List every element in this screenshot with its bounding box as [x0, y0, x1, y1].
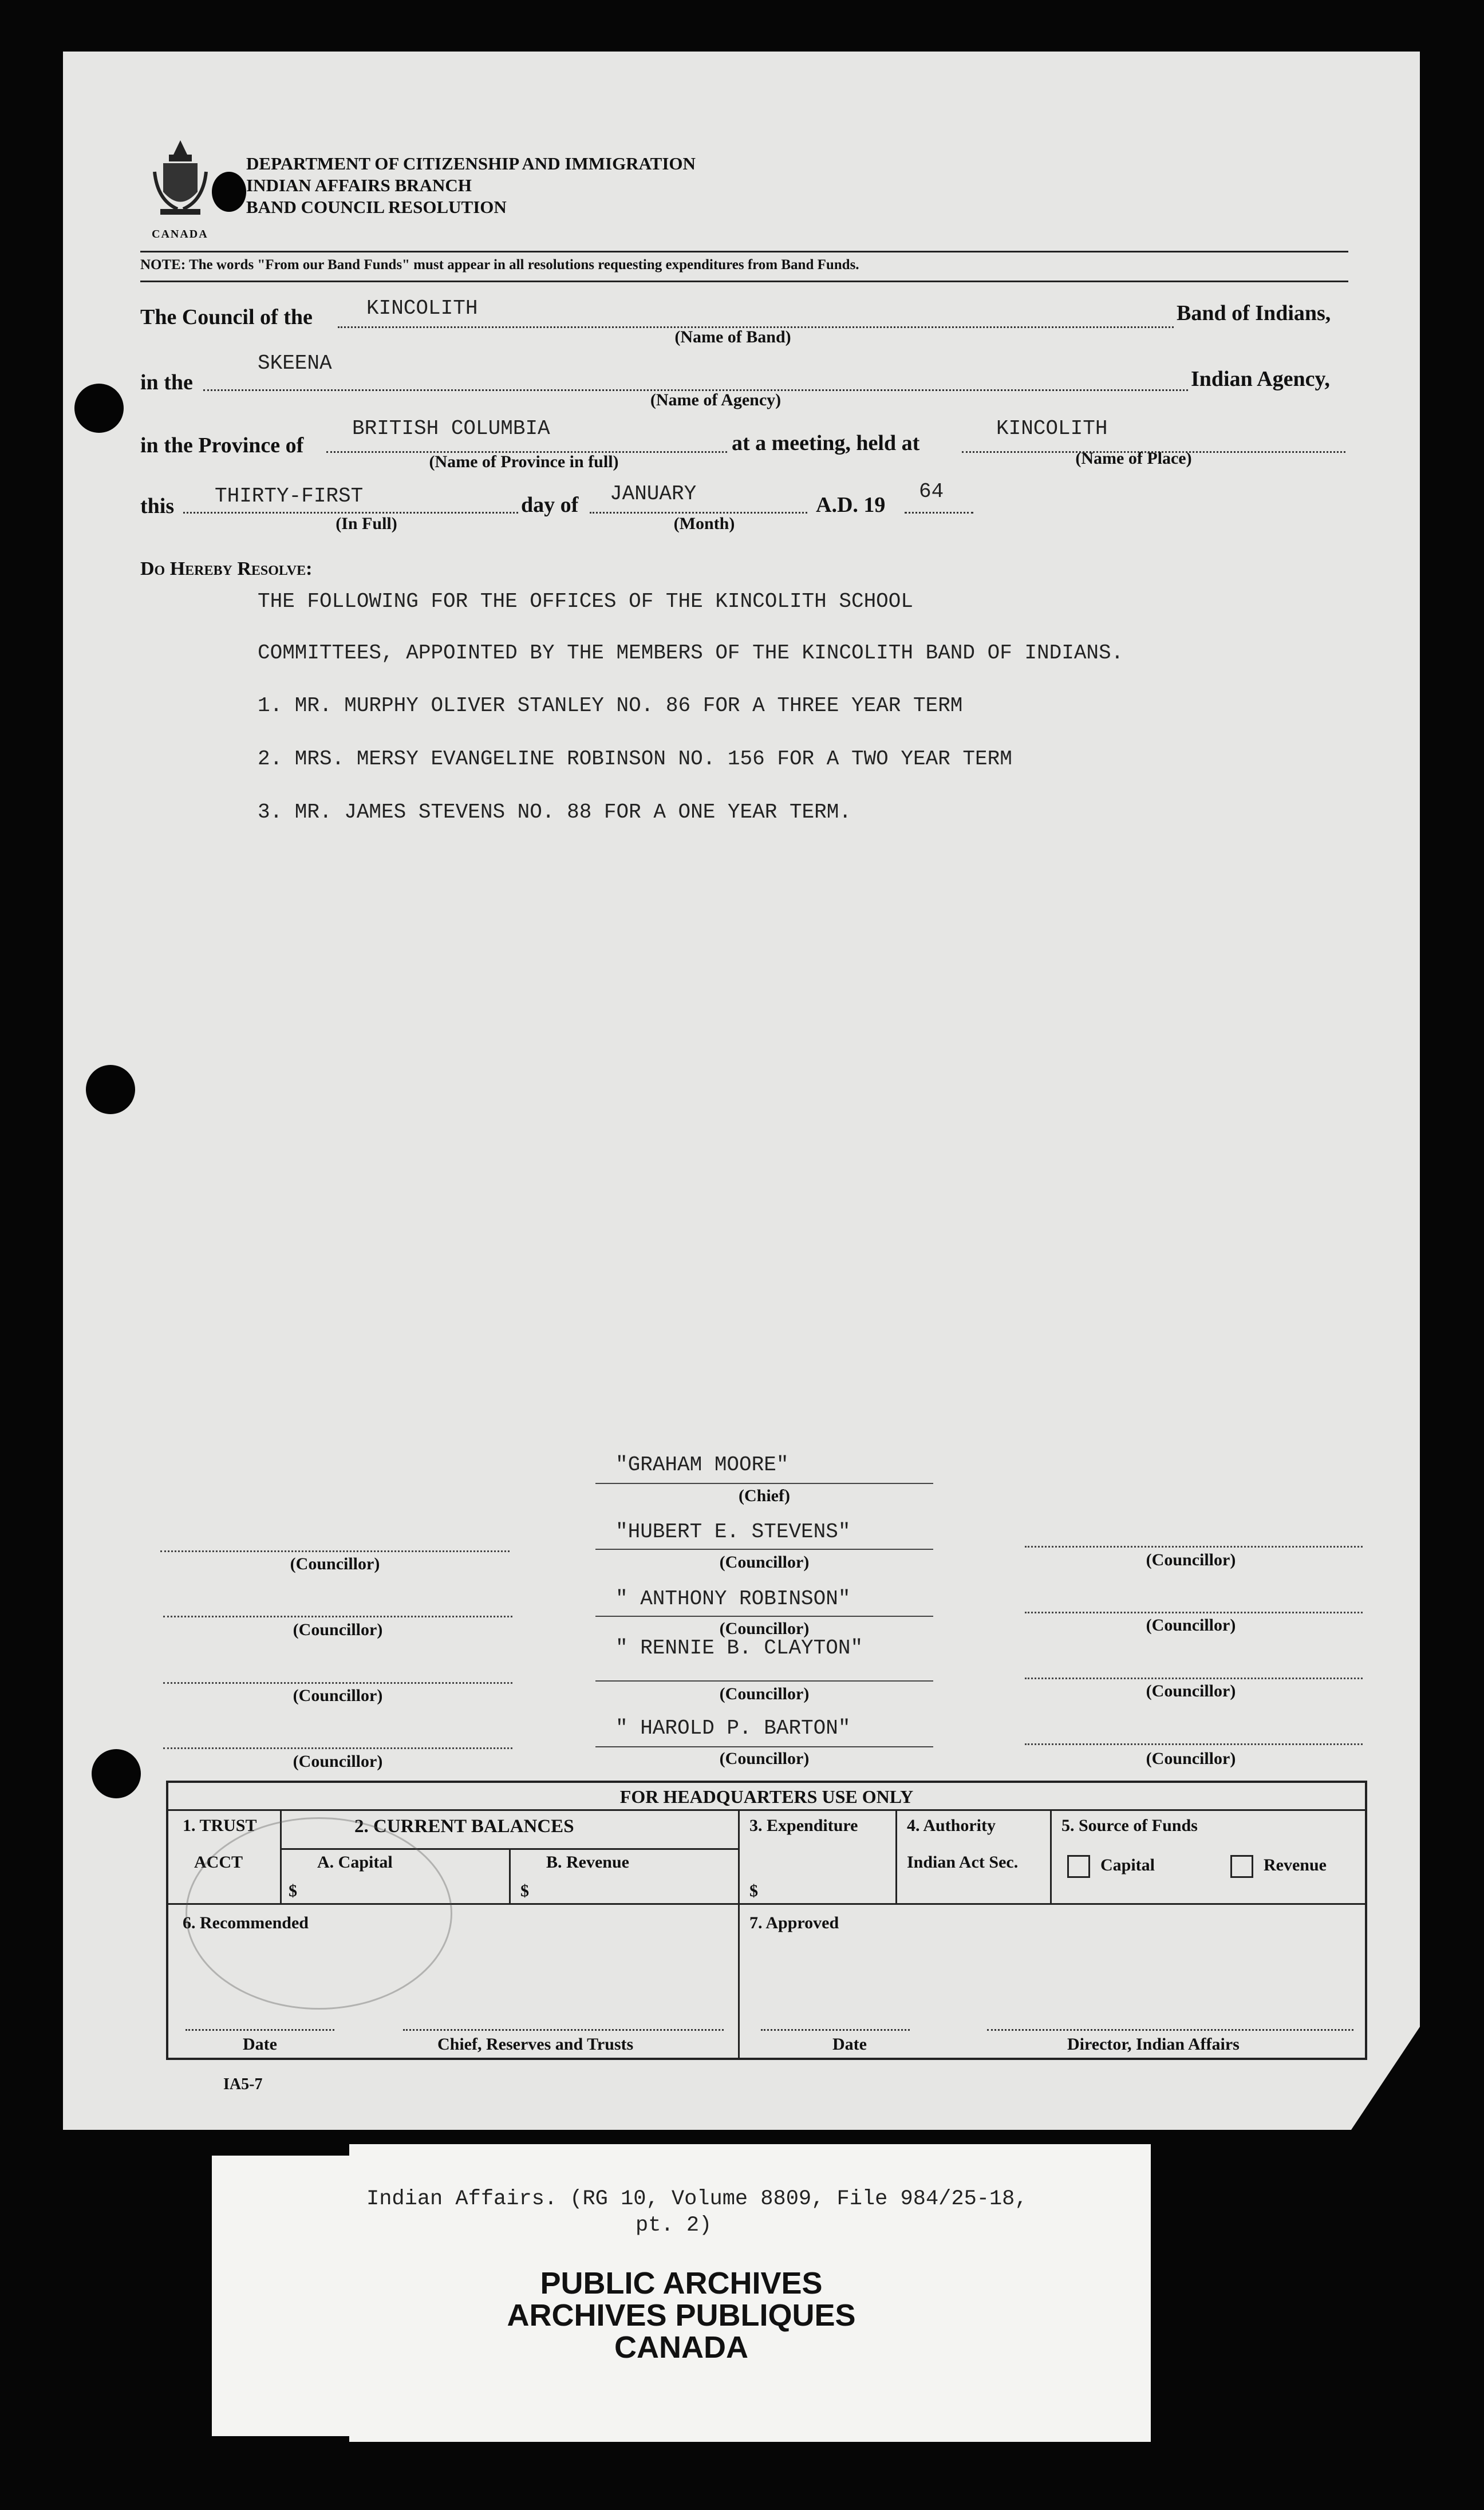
councillor-caption: (Councillor) [719, 1553, 810, 1572]
meeting-label: at a meeting, held at [732, 431, 920, 455]
councillor-line [163, 1616, 512, 1617]
councillor-caption: (Councillor) [719, 1749, 810, 1768]
recommended-date-line [186, 2029, 334, 2031]
archive-stamp [212, 2267, 1151, 2363]
chief-name: "GRAHAM MOORE" [615, 1453, 789, 1477]
indian-act-label: Indian Act Sec. [907, 1853, 1019, 1872]
resolve-line: THE FOLLOWING FOR THE OFFICES OF THE KINCOLITH SCHOOL [258, 590, 913, 613]
canada-crest-icon [152, 137, 209, 223]
approved-signature-line [987, 2029, 1353, 2031]
punch-hole [92, 1749, 141, 1798]
this-label: this [140, 494, 175, 518]
councillor-caption: (Councillor) [719, 1684, 810, 1703]
year-value: 64 [919, 480, 944, 503]
resolve-item-2: 2. MRS. MERSY EVANGELINE ROBINSON NO. 156 FOR A TWO YEAR TERM [258, 747, 1012, 771]
expenditure-label: 3. Expenditure [749, 1816, 858, 1835]
band-funds-note: NOTE: The words "From our Band Funds" must appear in all resolutions requesting expenditures from Band Funds. [140, 257, 859, 273]
in-the-label: in the [140, 370, 193, 394]
archive-stamp-line2: ARCHIVES PUBLIQUES [507, 2298, 856, 2333]
councillor-line [163, 1682, 512, 1684]
capital-checkbox-row[interactable] [1067, 1855, 1155, 1878]
archive-citation-line1: Indian Affairs. (RG 10, Volume 8809, File 984/25-18, [366, 2187, 1028, 2211]
approved-label: 7. Approved [749, 1913, 839, 1932]
punch-hole [86, 1065, 135, 1114]
name-of-province-caption: (Name of Province in full) [429, 452, 619, 471]
chief-reserves-caption: Chief, Reserves and Trusts [437, 2035, 634, 2054]
name-of-agency-caption: (Name of Agency) [650, 390, 782, 409]
month-line [590, 512, 807, 514]
approved-date-caption: Date [832, 2035, 867, 2054]
hq-rule [168, 1809, 1365, 1811]
year-line [905, 512, 973, 514]
form-title: BAND COUNCIL RESOLUTION [246, 197, 507, 217]
punch-hole [74, 384, 124, 433]
capital-dollar: $ [289, 1881, 297, 1900]
revenue-checkbox[interactable] [1230, 1855, 1253, 1878]
councillor-line [1025, 1612, 1363, 1613]
trust-label: 1. TRUST [183, 1816, 257, 1835]
councillor-name: " HAROLD P. BARTON" [615, 1716, 851, 1740]
chief-line [595, 1483, 933, 1484]
name-of-place-caption: (Name of Place) [1075, 449, 1192, 468]
capital-checkbox-label: Capital [1100, 1855, 1155, 1874]
month-value: JANUARY [610, 482, 697, 506]
headquarters-box [166, 1781, 1367, 2060]
branch-title: INDIAN AFFAIRS BRANCH [246, 175, 472, 195]
capital-checkbox[interactable] [1067, 1855, 1090, 1878]
band-of-indians-label: Band of Indians, [1177, 301, 1331, 325]
councillor-name: " ANTHONY ROBINSON" [615, 1587, 851, 1611]
approved-date-line [761, 2029, 910, 2031]
revenue-dollar: $ [520, 1881, 529, 1900]
band-name-value: KINCOLITH [366, 297, 478, 320]
councillor-line [595, 1616, 933, 1617]
day-line [183, 512, 518, 514]
revenue-b-label: B. Revenue [546, 1853, 629, 1872]
resolve-item-3: 3. MR. JAMES STEVENS NO. 88 FOR A ONE YEAR TERM. [258, 800, 851, 824]
name-of-band-caption: (Name of Band) [674, 327, 791, 346]
director-caption: Director, Indian Affairs [1067, 2035, 1240, 2054]
archive-stamp-line3: CANADA [614, 2330, 748, 2365]
resolve-heading: Do Hereby Resolve: [140, 558, 313, 579]
revenue-checkbox-row[interactable] [1230, 1855, 1327, 1878]
province-value: BRITISH COLUMBIA [352, 417, 550, 440]
hq-divider [738, 1809, 740, 2058]
councillor-caption: (Councillor) [1146, 1550, 1236, 1569]
indian-agency-label: Indian Agency, [1191, 367, 1330, 391]
crest-caption: CANADA [152, 228, 208, 240]
councillor-name: " RENNIE B. CLAYTON" [615, 1636, 863, 1660]
councillor-line [595, 1746, 933, 1747]
recommended-signature-line [403, 2029, 724, 2031]
councillor-line [163, 1747, 512, 1749]
archive-stamp-line1: PUBLIC ARCHIVES [540, 2266, 823, 2300]
header-rule [140, 251, 1348, 252]
hq-divider [895, 1809, 897, 1903]
resolve-item-1: 1. MR. MURPHY OLIVER STANLEY NO. 86 FOR A THREE YEAR TERM [258, 694, 963, 717]
redaction-blot [212, 172, 246, 212]
councillor-caption: (Councillor) [1146, 1616, 1236, 1635]
council-of-label: The Council of the [140, 305, 313, 329]
form-code: IA5-7 [223, 2075, 263, 2093]
day-value: THIRTY-FIRST [215, 484, 364, 508]
faded-stamp [186, 1817, 452, 2010]
hq-title: FOR HEADQUARTERS USE ONLY [619, 1786, 914, 1807]
balances-label: 2. CURRENT BALANCES [354, 1816, 574, 1837]
resolve-line: COMMITTEES, APPOINTED BY THE MEMBERS OF THE KINCOLITH BAND OF INDIANS. [258, 641, 1124, 665]
councillor-caption: (Councillor) [290, 1554, 380, 1573]
archive-citation-line2: pt. 2) [636, 2213, 712, 2237]
capital-a-label: A. Capital [317, 1853, 393, 1872]
department-title: DEPARTMENT OF CITIZENSHIP AND IMMIGRATION [246, 153, 696, 173]
councillor-line [1025, 1546, 1363, 1548]
councillor-line [160, 1550, 510, 1552]
in-full-caption: (In Full) [336, 514, 397, 533]
agency-value: SKEENA [258, 352, 332, 375]
expenditure-dollar: $ [749, 1881, 758, 1900]
chief-caption: (Chief) [739, 1486, 790, 1505]
source-of-funds-label: 5. Source of Funds [1061, 1816, 1198, 1835]
authority-label: 4. Authority [907, 1816, 996, 1835]
acct-label: ACCT [194, 1853, 243, 1872]
place-value: KINCOLITH [996, 417, 1108, 440]
councillor-caption: (Councillor) [293, 1752, 383, 1771]
note-rule [140, 281, 1348, 282]
hq-divider [1050, 1809, 1052, 1903]
councillor-line [1025, 1678, 1363, 1679]
councillor-caption: (Councillor) [293, 1620, 383, 1639]
councillor-name: "HUBERT E. STEVENS" [615, 1520, 851, 1544]
recommended-label: 6. Recommended [183, 1913, 309, 1932]
province-label: in the Province of [140, 433, 304, 457]
councillor-caption: (Councillor) [293, 1686, 383, 1705]
ad-label: A.D. 19 [816, 493, 886, 517]
revenue-checkbox-label: Revenue [1264, 1855, 1327, 1874]
day-of-label: day of [521, 493, 579, 517]
month-caption: (Month) [673, 514, 735, 533]
councillor-caption: (Councillor) [1146, 1749, 1236, 1768]
councillor-line [1025, 1743, 1363, 1745]
councillor-line [595, 1549, 933, 1550]
hq-divider [509, 1848, 511, 1903]
recommended-date-caption: Date [243, 2035, 277, 2054]
councillor-caption: (Councillor) [719, 1619, 810, 1638]
councillor-line [595, 1680, 933, 1682]
councillor-caption: (Councillor) [1146, 1682, 1236, 1700]
